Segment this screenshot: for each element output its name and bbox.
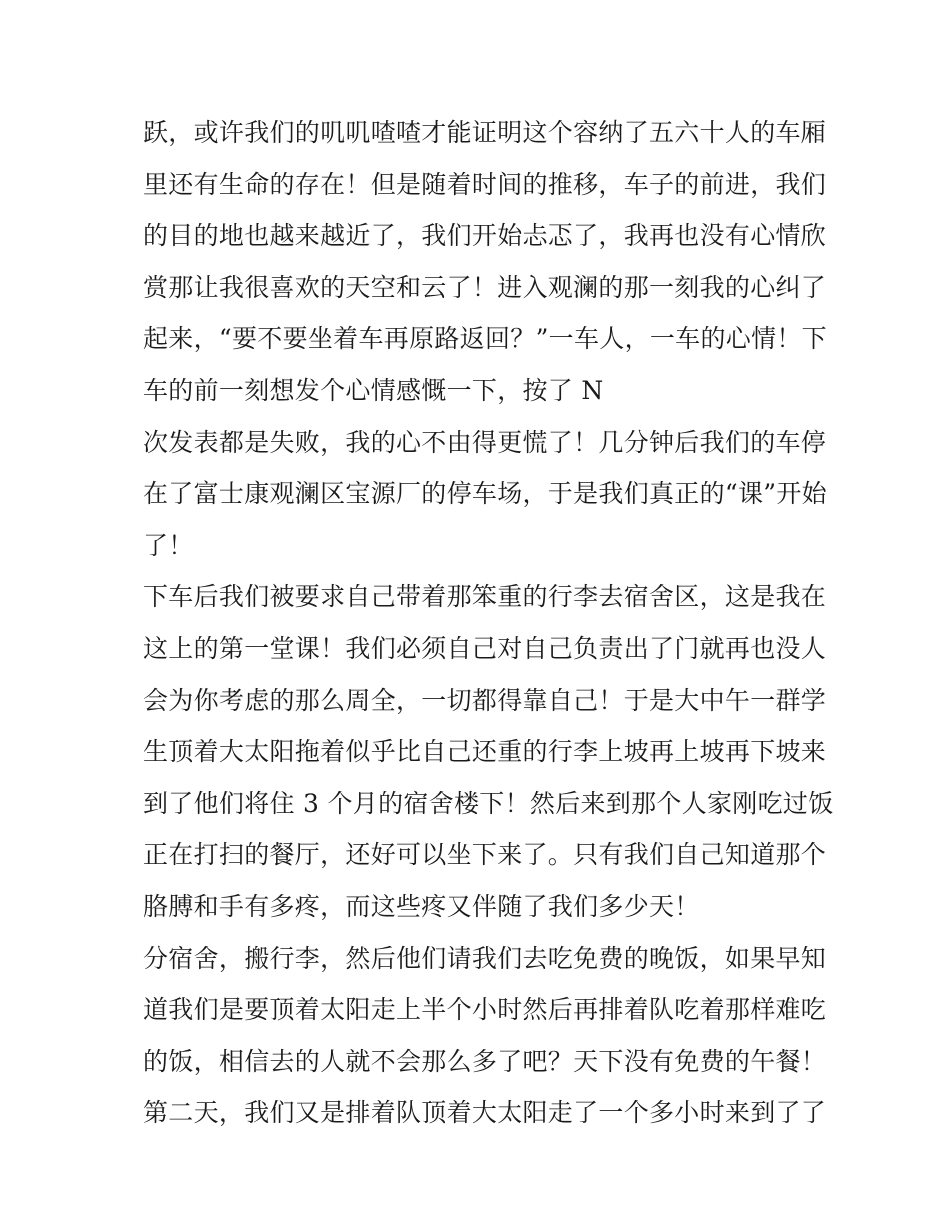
text-line: 这上的第一堂课！我们必须自己对自己负责出了门就再也没人: [143, 633, 827, 663]
text-line: 在了富士康观澜区宝源厂的停车场，于是我们真正的“课”开始: [143, 479, 827, 509]
text-line: 起来，“要不要坐着车再原路返回？”一车人，一车的心情！下: [143, 324, 827, 354]
text-line: 下车后我们被要求自己带着那笨重的行李去宿舍区，这是我在: [143, 582, 827, 612]
text-line: 会为你考虑的那么周全，一切都得靠自己！于是大中午一群学: [143, 685, 827, 715]
text-line: 胳膊和手有多疼，而这些疼又伴随了我们多少天！: [143, 891, 700, 921]
text-line: 第二天，我们又是排着队顶着大太阳走了一个多小时来到了了: [143, 1098, 827, 1128]
text-line: 赏那让我很喜欢的天空和云了！进入观澜的那一刻我的心纠了: [143, 272, 827, 302]
text-line: 分宿舍，搬行李，然后他们请我们去吃免费的晚饭，如果早知: [143, 943, 827, 973]
text-line: 了！: [143, 530, 194, 560]
text-line: 车的前一刻想发个心情感慨一下，按了 N: [143, 375, 604, 405]
text-line: 正在打扫的餐厅，还好可以坐下来了。只有我们自己知道那个: [143, 840, 827, 870]
text-line: 的饭，相信去的人就不会那么多了吧？天下没有免费的午餐！: [143, 1046, 827, 1076]
text-line: 里还有生命的存在！但是随着时间的推移，车子的前进，我们: [143, 169, 827, 199]
text-line: 次发表都是失败，我的心不由得更慌了！几分钟后我们的车停: [143, 427, 827, 457]
text-line: 生顶着大太阳拖着似乎比自己还重的行李上坡再上坡再下坡来: [143, 737, 827, 767]
text-line: 跃，或许我们的叽叽喳喳才能证明这个容纳了五六十人的车厢: [143, 118, 827, 147]
text-line: 道我们是要顶着太阳走上半个小时然后再排着队吃着那样难吃: [143, 995, 827, 1025]
text-line: 到了他们将住 3 个月的宿舍楼下！然后来到那个人家刚吃过饭: [143, 788, 834, 818]
body-text: [143, 107, 834, 1139]
text-line: 的目的地也越来越近了，我们开始忐忑了，我再也没有心情欣: [143, 221, 827, 251]
